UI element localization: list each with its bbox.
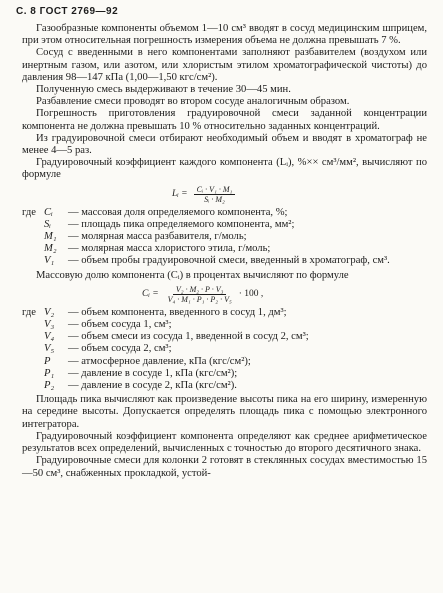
definition-symbol: V₂ — [44, 306, 55, 318]
definition-row: где V₂ — объем компонента, введенного в сосуд 1, дм³; — [22, 307, 427, 319]
paragraph: Массовую долю компонента (Cᵢ) в процентах вычисляют по формуле — [36, 269, 349, 281]
definition-symbol: P₁ — [44, 367, 55, 379]
formula-mass-fraction — [142, 285, 427, 304]
definition-text: — объем смеси из сосуда 1, введенной в сосуд 2, см³; — [68, 331, 309, 343]
paragraph: Градуировочный коэффициент компонента определяют как среднее арифметическое результатов всех определений, вычисленных с точностью до второго десятичного знака. — [22, 430, 427, 455]
paragraph: Площадь пика вычисляют как произведение высоты пика на его ширину, измеренную на середине высоты. Допускается определять площадь пика с помощью электронного интегратора. — [22, 394, 427, 430]
definition-text: — объем сосуда 2, см³; — [68, 343, 172, 355]
definition-row — [22, 356, 427, 368]
definition-row — [22, 368, 427, 380]
definition-symbol: P₂ — [44, 380, 55, 392]
formula-tail: · 100 , — [238, 289, 264, 300]
paragraph: Градуировочный коэффициент каждого компонента (Lᵢ), %×× см³/мм², вычисляют по формуле — [22, 157, 427, 181]
definition-row — [22, 255, 427, 267]
definition-text: — давление в сосуде 2, кПа (кгс/см²). — [68, 380, 237, 392]
paragraph: Сосуд с введенными в него компонентами заполняют разбавителем (воздухом или инертным газом, или азотом, или хлористым этилом хроматографической чистоты) до давления 98—147 кПа (1,00—1,50 кгс/см²). — [22, 47, 427, 83]
formula-lhs: Cᵢ = — [142, 289, 159, 300]
paragraph: Газообразные компоненты объемом 1—10 см³ вводят в сосуд медицинским шприцем, при этом относительная погрешность измерения объема не должна превышать 7 %. — [22, 23, 427, 47]
formula-gradient-coefficient — [172, 185, 427, 204]
definitions-list-2 — [22, 307, 427, 392]
definition-symbol: V₅ — [44, 343, 55, 355]
definition-text: — массовая доля определяемого компонента, %; — [68, 206, 288, 218]
paragraph: Погрешность приготовления градуировочной смеси заданной концентрации компонента не должна превышать 10 % относительно заданных концентраций. — [22, 108, 427, 132]
definition-symbol: Cᵢ — [44, 206, 53, 218]
formula-fraction — [194, 185, 236, 204]
definition-row — [22, 380, 427, 392]
definition-text: — молярная масса хлористого этила, г/моль; — [68, 243, 271, 255]
formula-denominator: V₄ · M₁ · P₁ · P₂ · V₅ — [167, 294, 232, 304]
definition-symbol: P — [44, 355, 51, 367]
definitions-list-1 — [22, 207, 427, 268]
formula-lhs: Lᵢ = — [172, 189, 188, 200]
definition-symbol: V₄ — [44, 331, 55, 343]
definition-symbol: Sᵢ — [44, 218, 51, 230]
definition-text: — объем сосуда 1, см³; — [68, 319, 172, 331]
definition-text: — объем пробы градуировочной смеси, введенный в хроматограф, см³. — [68, 255, 390, 267]
formula-numerator: V₂ · M₂ · P · V₃ — [173, 285, 227, 295]
definition-row — [22, 243, 427, 255]
formula-numerator: Cᵢ · V₁ · M₁ — [194, 185, 236, 195]
definition-text: — молярная масса разбавителя, г/моль; — [68, 231, 247, 243]
definition-row — [22, 231, 427, 243]
definition-row — [22, 219, 427, 231]
definition-row — [22, 343, 427, 355]
definition-symbol: V₃ — [44, 319, 55, 331]
definition-symbol: M₂ — [44, 243, 57, 255]
definition-text: — площадь пика определяемого компонента, мм²; — [68, 218, 295, 230]
definition-text: — давление в сосуде 1, кПа (кгс/см²); — [68, 367, 238, 379]
formula-denominator: Sᵢ · M₂ — [204, 194, 225, 204]
paragraph: Из градуировочной смеси отбирают необходимый объем и вводят в хроматограф не менее 4—5 раз. — [22, 132, 427, 157]
paragraph: Разбавление смеси проводят во втором сосуде аналогичным образом. — [36, 96, 350, 108]
definition-row: где Cᵢ — массовая доля определяемого компонента, %; — [22, 207, 427, 219]
definition-row — [22, 319, 427, 331]
paragraph: Градуировочные смеси для колонки 2 готовят в стеклянных сосудах вместимостью 15—50 см³, снабженных прокладкой, устой- — [22, 455, 427, 479]
paragraph: Полученную смесь выдерживают в течение 30—45 мин. — [36, 84, 291, 96]
definition-text: — атмосферное давление, кПа (кгс/см²); — [68, 355, 251, 367]
formula-fraction — [165, 285, 235, 304]
definition-row — [22, 331, 427, 343]
page-header: С. 8 ГОСТ 2769—92 — [16, 6, 119, 17]
definition-text: — объем компонента, введенного в сосуд 1, дм³; — [68, 306, 287, 318]
definition-symbol: V₁ — [44, 255, 55, 267]
definition-symbol: M₁ — [44, 231, 57, 243]
